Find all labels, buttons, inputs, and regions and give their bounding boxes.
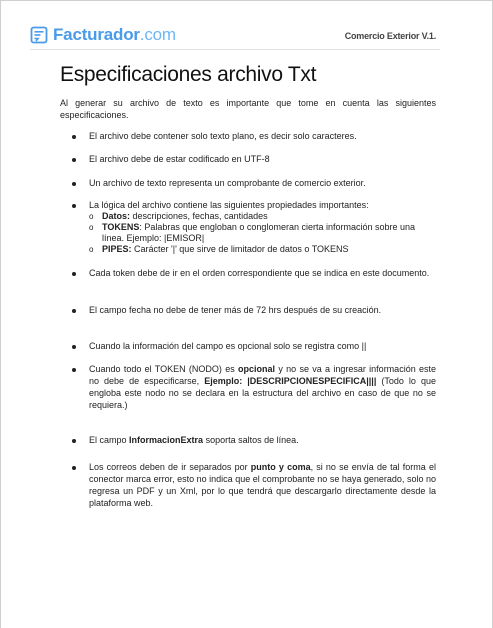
sub-list-item <box>89 222 436 244</box>
list-item <box>60 130 436 142</box>
list-item-text-part: Los correos deben de ir separados por <box>89 462 251 472</box>
list-item-text: El campo fecha no debe de tener más de 72 hrs después de su creación. <box>89 305 382 315</box>
sub-item-text: Carácter '|' que sirve de limitador de datos o TOKENS <box>131 244 349 254</box>
logo-text <box>53 25 176 45</box>
list-item-text-part: , si no se envía de tal forma el conector marca error, esto no indica que el comprobante no se haya generado, solo no regresa un PDF y un Xml, por lo que tendrá que descargarlo directamente desde la plataforma web. <box>89 462 436 508</box>
list-item-text-part: soporta saltos de línea. <box>203 435 299 445</box>
list-item <box>60 153 436 165</box>
sub-item-label: TOKENS <box>102 222 140 232</box>
logo-domain: .com <box>139 25 176 44</box>
list-item-text-part: (Todo lo que engloba este nodo no se declara en la estructura del archivo en caso de que no se requiera.) <box>89 376 436 410</box>
sub-item-label: Datos: <box>102 211 131 221</box>
list-item <box>60 363 436 411</box>
invoice-logo-icon <box>30 26 48 44</box>
list-item <box>60 267 436 279</box>
list-item-text <box>89 434 436 446</box>
sub-list-item <box>89 211 436 222</box>
bullet-icon <box>72 439 76 443</box>
list-item-text: La lógica del archivo contiene las siguientes propiedades importantes: <box>89 200 369 210</box>
bullet-icon <box>72 466 76 470</box>
list-item <box>60 340 436 352</box>
list-item-text: Un archivo de texto representa un comprobante de comercio exterior. <box>89 178 366 188</box>
list-item-text: El archivo debe de estar codificado en UTF-8 <box>89 154 270 164</box>
list-item-text-part: Cuando todo el TOKEN (NODO) es <box>89 364 239 374</box>
emphasis-text: punto y coma <box>250 462 311 472</box>
circle-bullet-icon: o <box>89 212 94 221</box>
list-item <box>60 304 436 316</box>
list-item-text: Cuando la información del campo es opcional solo se registra como || <box>89 341 367 351</box>
page-title: Especificaciones archivo Txt <box>60 63 317 86</box>
bullet-icon <box>72 204 76 208</box>
list-item <box>60 199 436 255</box>
emphasis-text: opcional <box>238 364 276 374</box>
sub-item-text: : Palabras que engloban o conglomeran cierta información sobre una línea. Ejemplo: |EMISOR| <box>102 222 416 243</box>
bullet-icon <box>72 309 76 313</box>
bullet-icon <box>72 135 76 139</box>
sub-list <box>89 211 436 255</box>
example-text: Ejemplo: |DESCRIPCIONESPECIFICA|||| <box>204 376 377 386</box>
document-header <box>30 22 440 50</box>
list-item-text-part: El campo <box>89 435 130 445</box>
sub-item-text: descripciones, fechas, cantidades <box>130 211 268 221</box>
list-item-text: Cada token debe de ir en el orden correspondiente que se indica en este documento. <box>89 268 430 278</box>
circle-bullet-icon: o <box>89 245 94 254</box>
list-item <box>60 434 436 446</box>
emphasis-text: InformacionExtra <box>129 435 204 445</box>
facturador-logo <box>30 25 176 45</box>
bullet-icon <box>72 272 76 276</box>
bullet-icon <box>72 182 76 186</box>
logo-name: Facturador <box>53 25 140 44</box>
list-item-text: El archivo debe contener solo texto plano, es decir solo caracteres. <box>89 131 357 141</box>
circle-bullet-icon: o <box>89 223 94 232</box>
list-item <box>60 177 436 189</box>
bullet-icon <box>72 368 76 372</box>
list-item <box>60 461 436 509</box>
header-divider <box>30 49 440 50</box>
list-item-text-part: y no se va a ingresar información este no debe de especificarse, <box>89 364 437 386</box>
list-item-text <box>89 363 436 411</box>
sub-list-item <box>89 244 436 255</box>
document-version: Comercio Exterior V.1. <box>344 31 436 41</box>
intro-paragraph: Al generar su archivo de texto es importante que tome en cuenta las siguientes especificaciones. <box>60 98 436 120</box>
bullet-icon <box>72 158 76 162</box>
list-item-text <box>89 461 436 509</box>
bullet-icon <box>72 345 76 349</box>
sub-item-label: PIPES: <box>102 244 132 254</box>
